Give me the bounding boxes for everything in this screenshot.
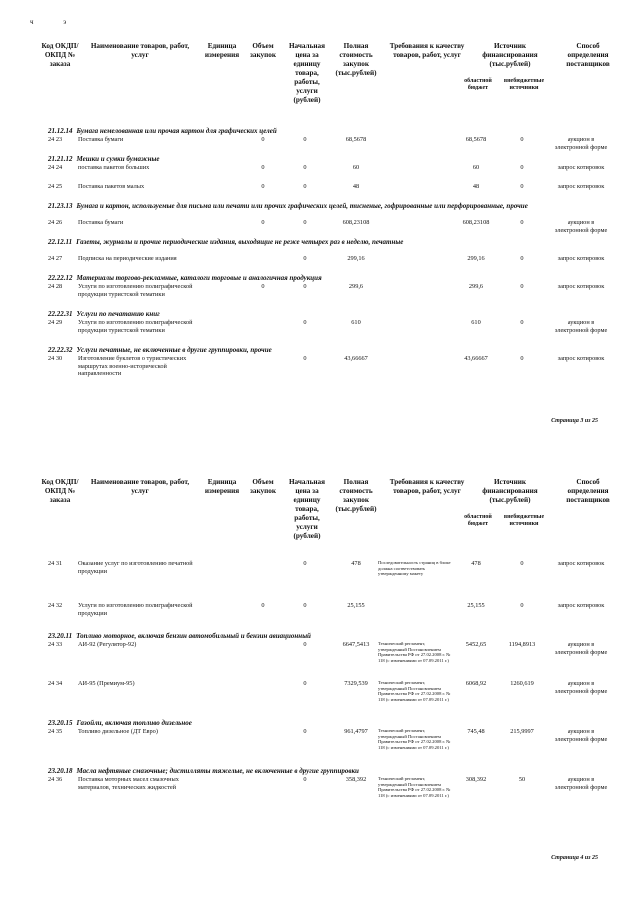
cell-volume: 0 [261, 283, 265, 290]
cell-name: АИ-95 (Премиум-95) [78, 680, 135, 687]
cell-name: Поставка бумаги [78, 136, 124, 143]
cell-regional: 745,48 [467, 728, 485, 735]
page-3 [0, 0, 640, 450]
cell-other: 1260,619 [510, 680, 534, 687]
group-code: 21.23.13 [48, 202, 73, 210]
group-title: Бумага и картон, используемые для письма или печати или прочих графических целей, тисненые, гофрированные или перфорированные, прочие [76, 202, 528, 210]
cell-name: Поставка бумаги [78, 219, 124, 226]
col-quality: Требования к качеству товаров, работ, услуг [389, 478, 465, 495]
cell-regional: 5452,65 [465, 641, 487, 648]
cell-req: Технический регламент, утвержденный Постановлением Правительства РФ от 27.02.2008 г. № 118 (с изменениями от 07.09.2011 г.) [378, 680, 451, 702]
cell-other: 0 [520, 183, 524, 190]
cell-price: 0 [303, 219, 307, 226]
cell-regional: 478 [471, 560, 481, 567]
cell-total: 68,5678 [345, 136, 367, 143]
cell-req: Технический регламент, утвержденный Постановлением Правительства РФ от 27.02.2008 г. № 118 (с изменениями от 07.09.2011 г.) [378, 641, 451, 663]
col-source: Источник финансирования (тыс.рублей) [482, 42, 538, 68]
group-title: Газойли, включая топливо дизельное [76, 719, 192, 727]
cell-total: 299,16 [347, 255, 365, 262]
cell-total: 60 [352, 164, 360, 171]
group-code: 21.12.14 [48, 127, 73, 135]
cell-regional: 308,392 [465, 776, 487, 783]
cell-other: 0 [520, 355, 524, 362]
cell-other: 0 [520, 283, 524, 290]
cell-other: 0 [520, 319, 524, 326]
group-code: 22.22.12 [48, 274, 73, 282]
cell-total: 7329,539 [344, 680, 368, 687]
cell-no: 24 34 [48, 680, 63, 687]
cell-regional: 299,16 [467, 255, 485, 262]
cell-method: запрос котировок [557, 355, 605, 362]
cell-total: 610 [351, 319, 361, 326]
cell-volume: 0 [261, 164, 265, 171]
cell-volume: 0 [261, 219, 265, 226]
col-src-regional: областной бюджет [464, 78, 492, 91]
cell-name: поставка пакетов больших [78, 164, 150, 171]
group-heading [48, 346, 608, 355]
col-src-regional: областной бюджет [464, 514, 492, 527]
cell-name: Изготовление буклетов о туристических маршрутах военно-исторической направленности [78, 355, 187, 378]
cell-total: 961,4797 [344, 728, 368, 735]
cell-name: Оказание услуг по изготовлению печатной продукции [78, 560, 193, 575]
cell-regional: 60 [472, 164, 480, 171]
cell-name: Поставка моторных масел смазочных материалов, технических жидкостей [78, 776, 179, 791]
group-title: Мешки и сумки бумажные [76, 155, 160, 163]
col-method: Способ определения поставщиков [566, 478, 610, 504]
cell-no: 24 24 [48, 164, 63, 171]
cell-total: 25,155 [347, 602, 365, 609]
group-code: 23.20.11 [48, 632, 73, 640]
col-unit: Единица измерения [204, 42, 240, 59]
cell-price: 0 [303, 560, 307, 567]
group-title: Масла нефтяные смазочные; дистилляты тяжелые, не включенные в другие группировки [76, 767, 359, 775]
cell-price: 0 [303, 355, 307, 362]
group-heading [48, 310, 608, 319]
group-heading [48, 767, 608, 776]
cell-price: 0 [303, 283, 307, 290]
cell-total: 608,23108 [342, 219, 370, 226]
cell-method: аукцион в электронной форме [554, 641, 608, 656]
group-title: Материалы торгово-рекламные, каталоги торговые и аналогичная продукция [76, 274, 322, 282]
cell-regional: 610 [471, 319, 481, 326]
cell-method: аукцион в электронной форме [554, 680, 608, 695]
cell-name: Поставка пакетов малых [78, 183, 145, 190]
col-source: Источник финансирования (тыс.рублей) [482, 478, 538, 504]
cell-total: 478 [351, 560, 361, 567]
col-total: Полная стоимость закупок (тыс.рублей) [335, 42, 377, 77]
cell-req: Технический регламент, утвержденный Постановлением Правительства РФ от 27.02.2008 г. № 118 (с изменениями от 07.09.2011 г.) [378, 728, 451, 750]
col-method: Способ определения поставщиков [566, 42, 610, 68]
col-src-other: внебюджетные источники [503, 78, 545, 91]
cell-no: 24 32 [48, 602, 63, 609]
cell-name: АИ-92 (Регулятор-92) [78, 641, 137, 648]
cell-name: Подписка на периодические издания [78, 255, 177, 262]
group-title: Услуги печатные, не включенные в другие группировки, прочие [76, 346, 272, 354]
cell-other: 0 [520, 602, 524, 609]
cell-price: 0 [303, 183, 307, 190]
col-name: Наименование товаров, работ, услуг [90, 478, 190, 495]
cell-other: 0 [520, 560, 524, 567]
cell-method: аукцион в электронной форме [554, 728, 608, 743]
cell-no: 24 36 [48, 776, 63, 783]
group-code: 22.22.32 [48, 346, 73, 354]
col-volume: Объем закупок [250, 478, 276, 495]
col-unit: Единица измерения [204, 478, 240, 495]
col-code: Код ОКДП/ ОКПД № заказа [41, 478, 79, 504]
cell-other: 1194,8913 [508, 641, 536, 648]
cell-name: Услуги по изготовлению полиграфической продукции туристской тематики [78, 319, 193, 334]
cell-total: 299,6 [348, 283, 364, 290]
cell-no: 24 27 [48, 255, 63, 262]
group-heading [48, 238, 608, 247]
cell-no: 24 25 [48, 183, 63, 190]
cell-req: Технический регламент, утвержденный Постановлением Правительства РФ от 27.02.2008 г. № 118 (с изменениями от 07.09.2011 г.) [378, 776, 451, 798]
cell-regional: 299,6 [468, 283, 484, 290]
cell-other: 0 [520, 219, 524, 226]
cell-regional: 48 [472, 183, 480, 190]
cell-price: 0 [303, 602, 307, 609]
cell-price: 0 [303, 136, 307, 143]
cell-total: 48 [352, 183, 360, 190]
cell-no: 24 23 [48, 136, 63, 143]
cell-name: Топливо дизельное (ДТ Евро) [78, 728, 158, 735]
group-code: 21.21.12 [48, 155, 73, 163]
cell-price: 0 [303, 680, 307, 687]
cell-no: 24 33 [48, 641, 63, 648]
group-heading [48, 202, 608, 211]
cell-method: аукцион в электронной форме [554, 136, 608, 151]
cell-regional: 43,66667 [464, 355, 488, 362]
cell-no: 24 28 [48, 283, 63, 290]
cell-method: запрос котировок [557, 560, 605, 567]
cell-method: аукцион в электронной форме [554, 219, 608, 234]
scan-marks: ч э [30, 18, 81, 26]
col-code: Код ОКДП/ ОКПД № заказа [41, 42, 79, 68]
group-heading [48, 127, 608, 136]
group-code: 23.20.18 [48, 767, 73, 775]
cell-price: 0 [303, 164, 307, 171]
group-heading [48, 274, 608, 283]
cell-regional: 25,155 [467, 602, 485, 609]
group-title: Топливо моторное, включая бензин автомобильный и бензин авиационный [76, 632, 311, 640]
cell-other: 0 [520, 164, 524, 171]
col-volume: Объем закупок [250, 42, 276, 59]
cell-method: запрос котировок [557, 183, 605, 190]
cell-other: 0 [520, 255, 524, 262]
cell-no: 24 30 [48, 355, 63, 362]
cell-price: 0 [303, 319, 307, 326]
col-price: Начальная цена за единицу товара, работы, услуги (рублей) [288, 42, 326, 104]
cell-name: Услуги по изготовлению полиграфической продукции [78, 602, 193, 617]
cell-price: 0 [303, 641, 307, 648]
cell-total: 43,66667 [344, 355, 368, 362]
cell-volume: 0 [261, 602, 265, 609]
cell-method: запрос котировок [557, 255, 605, 262]
cell-regional: 608,23108 [462, 219, 490, 226]
cell-no: 24 35 [48, 728, 63, 735]
cell-other: 215,9997 [510, 728, 534, 735]
group-heading [48, 719, 608, 728]
cell-total: 6647,5413 [342, 641, 370, 648]
cell-price: 0 [303, 776, 307, 783]
cell-price: 0 [303, 255, 307, 262]
cell-price: 0 [303, 728, 307, 735]
group-title: Услуги по печатанию книг [76, 310, 160, 318]
group-heading [48, 632, 608, 641]
cell-regional: 6068,92 [465, 680, 487, 687]
page-number: Страница 3 из 25 [551, 418, 598, 424]
cell-method: запрос котировок [557, 602, 605, 609]
group-code: 22.12.11 [48, 238, 73, 246]
group-title: Бумага немелованная или прочая картон для графических целей [76, 127, 277, 135]
cell-method: запрос котировок [557, 283, 605, 290]
cell-method: аукцион в электронной форме [554, 776, 608, 791]
col-total: Полная стоимость закупок (тыс.рублей) [335, 478, 377, 513]
cell-no: 24 31 [48, 560, 63, 567]
group-heading [48, 155, 608, 164]
cell-method: запрос котировок [557, 164, 605, 171]
cell-other: 0 [520, 136, 524, 143]
page-number: Страница 4 из 25 [551, 855, 598, 861]
page-4 [0, 450, 640, 905]
cell-no: 24 26 [48, 219, 63, 226]
cell-other: 50 [518, 776, 526, 783]
cell-volume: 0 [261, 136, 265, 143]
col-quality: Требования к качеству товаров, работ, услуг [389, 42, 465, 59]
cell-volume: 0 [261, 183, 265, 190]
group-code: 22.22.31 [48, 310, 73, 318]
group-code: 23.20.15 [48, 719, 73, 727]
cell-regional: 68,5678 [465, 136, 487, 143]
col-src-other: внебюджетные источники [503, 514, 545, 527]
col-name: Наименование товаров, работ, услуг [90, 42, 190, 59]
group-title: Газеты, журналы и прочие периодические издания, выходящие не реже четырех раз в неделю, печатные [76, 238, 404, 246]
cell-method: аукцион в электронной форме [554, 319, 608, 334]
cell-no: 24 29 [48, 319, 63, 326]
cell-total: 358,392 [345, 776, 367, 783]
cell-req: Последовательность страниц в блоке должна соответствовать утвержденному макету [378, 560, 451, 577]
cell-name: Услуги по изготовлению полиграфической продукции туристской тематики [78, 283, 193, 298]
col-price: Начальная цена за единицу товара, работы, услуги (рублей) [288, 478, 326, 540]
